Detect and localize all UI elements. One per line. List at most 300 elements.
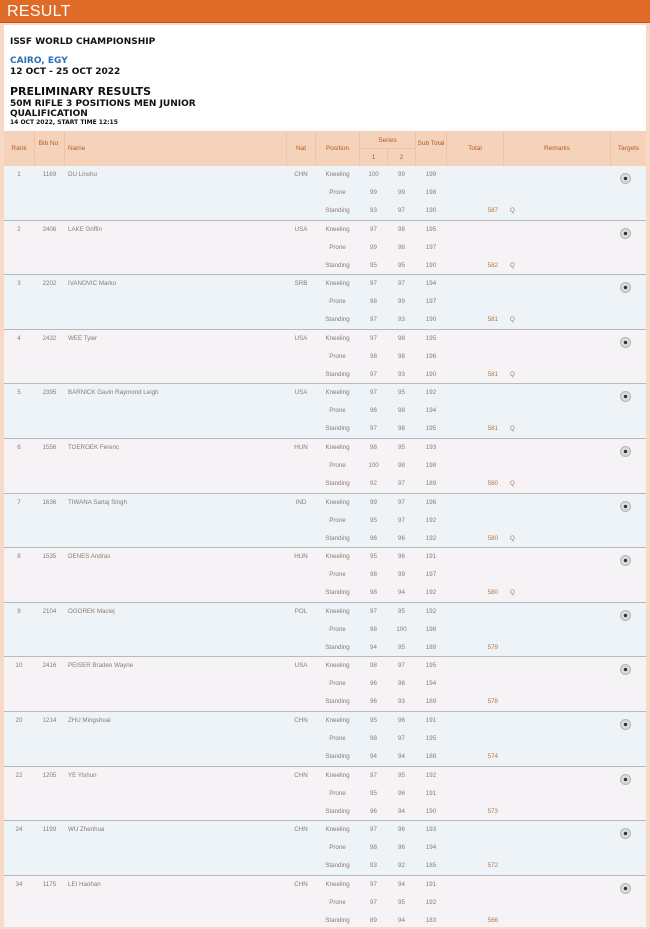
series-1-cell: 97	[370, 826, 377, 834]
series-2-cell: 96	[398, 716, 405, 724]
position-cell: Prone	[329, 516, 346, 524]
series-2-cell: 98	[398, 225, 405, 233]
subtotal-cell: 195	[425, 662, 437, 670]
position-cell: Kneeling	[325, 171, 350, 178]
table-row	[4, 821, 646, 876]
remark-cell: Q	[510, 316, 515, 324]
position-cell: Standing	[325, 862, 350, 870]
athlete-name: LEI Haohan	[68, 880, 101, 888]
series-2-cell: 96	[398, 553, 405, 561]
target-view-icon[interactable]	[620, 501, 631, 512]
series-2-cell: 97	[398, 207, 405, 214]
rank-cell: 3	[17, 280, 21, 288]
series-2-cell: 93	[398, 316, 405, 324]
bib-cell: 1214	[42, 716, 57, 724]
series-1-cell: 98	[370, 662, 377, 670]
subtotal-cell: 195	[425, 425, 437, 433]
nat-cell: CHN	[294, 880, 308, 888]
rank-cell: 4	[17, 334, 21, 342]
series-2-cell: 99	[398, 298, 405, 306]
position-cell: Prone	[329, 407, 346, 415]
series-1-cell: 97	[370, 389, 377, 397]
position-cell: Kneeling	[325, 225, 350, 233]
series-2-cell: 100	[396, 625, 407, 633]
rank-cell: 10	[15, 662, 23, 670]
table-row	[4, 767, 646, 822]
remark-cell: Q	[510, 534, 515, 542]
position-cell: Kneeling	[325, 716, 350, 724]
series-2-cell: 93	[398, 698, 405, 706]
target-view-icon[interactable]	[620, 664, 631, 675]
subtotal-cell: 192	[425, 516, 437, 524]
bib-cell: 1535	[42, 553, 57, 561]
bib-cell: 2104	[42, 607, 57, 615]
series-2-cell: 94	[398, 916, 405, 924]
subtotal-cell: 190	[425, 370, 437, 378]
series-2-cell: 98	[398, 461, 405, 469]
series-1-cell: 98	[370, 571, 377, 579]
nat-cell: CHN	[294, 716, 308, 724]
series-1-cell: 97	[370, 425, 377, 433]
series-1-cell: 98	[370, 589, 377, 597]
series-1-cell: 99	[370, 498, 377, 506]
subtotal-cell: 192	[425, 589, 437, 597]
table-row	[4, 712, 646, 767]
total-cell: 582	[487, 261, 498, 269]
series-1-cell: 95	[370, 553, 377, 561]
series-2-cell: 95	[398, 643, 405, 651]
total-cell: 566	[487, 916, 498, 924]
subtotal-cell: 185	[425, 862, 437, 870]
position-cell: Kneeling	[325, 443, 350, 451]
nat-cell: SRB	[294, 280, 308, 288]
position-cell: Kneeling	[325, 280, 350, 288]
position-cell: Kneeling	[325, 553, 350, 561]
subtotal-cell: 197	[425, 243, 437, 251]
remark-cell: Q	[510, 261, 515, 269]
subtotal-cell: 192	[425, 607, 437, 615]
target-view-icon[interactable]	[620, 883, 631, 894]
subtotal-cell: 191	[425, 789, 437, 797]
series-1-cell: 89	[370, 916, 377, 924]
position-cell: Standing	[325, 479, 350, 487]
series-1-cell: 95	[370, 261, 377, 269]
nat-cell: CHN	[294, 826, 308, 834]
rank-cell: 6	[17, 443, 21, 451]
subtotal-cell: 198	[425, 461, 437, 469]
total-cell: 580	[487, 589, 498, 597]
bib-cell: 2406	[42, 225, 57, 233]
series-2-cell: 96	[398, 844, 405, 852]
nat-cell: CHN	[294, 771, 308, 779]
col-series-1-header: 1	[371, 154, 376, 161]
series-2-cell: 97	[398, 662, 405, 670]
bib-cell: 2416	[42, 662, 57, 670]
subtotal-cell: 192	[425, 898, 437, 906]
event-stage: QUALIFICATION	[10, 109, 88, 119]
series-1-cell: 97	[370, 880, 377, 888]
target-view-icon[interactable]	[620, 719, 631, 730]
series-1-cell: 100	[368, 171, 379, 178]
total-cell: 573	[487, 807, 498, 815]
position-cell: Prone	[329, 243, 346, 251]
position-cell: Kneeling	[325, 334, 350, 342]
bib-cell: 1556	[42, 443, 57, 451]
position-cell: Prone	[329, 189, 346, 196]
bib-cell: 1199	[42, 826, 57, 834]
series-1-cell: 96	[370, 680, 377, 688]
subtotal-cell: 190	[425, 207, 437, 214]
series-2-cell: 97	[398, 734, 405, 742]
series-1-cell: 98	[370, 443, 377, 451]
nat-cell: USA	[294, 334, 308, 342]
position-cell: Prone	[329, 571, 346, 579]
subtotal-cell: 197	[425, 298, 437, 306]
remark-cell: Q	[510, 589, 515, 597]
athlete-name: ZHU Mingshuai	[68, 716, 111, 724]
series-2-cell: 94	[398, 589, 405, 597]
championship-title: ISSF WORLD CHAMPIONSHIP	[10, 37, 156, 47]
series-2-cell: 98	[398, 243, 405, 251]
nat-cell: USA	[294, 662, 308, 670]
target-view-icon[interactable]	[620, 828, 631, 839]
col-bib-header: Bib No	[38, 140, 59, 147]
total-cell: 578	[487, 698, 498, 706]
subtotal-cell: 198	[425, 625, 437, 633]
series-2-cell: 96	[398, 534, 405, 542]
position-cell: Standing	[325, 261, 350, 269]
position-cell: Kneeling	[325, 498, 350, 506]
subtotal-cell: 192	[425, 389, 437, 397]
subtotal-cell: 183	[425, 916, 437, 924]
series-2-cell: 96	[398, 789, 405, 797]
series-2-cell: 93	[398, 370, 405, 378]
position-cell: Prone	[329, 844, 346, 852]
bib-cell: 2395	[42, 389, 57, 397]
subtotal-cell: 189	[425, 698, 437, 706]
athlete-name: DENES Andras	[68, 553, 111, 561]
position-cell: Prone	[329, 298, 346, 306]
series-1-cell: 92	[370, 479, 377, 487]
athlete-name: WEE Tyler	[68, 334, 98, 342]
banner-title: RESULT	[7, 3, 71, 20]
rank-cell: 8	[17, 553, 21, 561]
subtotal-cell: 195	[425, 225, 437, 233]
series-1-cell: 97	[370, 316, 377, 324]
series-2-cell: 95	[398, 443, 405, 451]
bib-cell: 1169	[42, 171, 57, 178]
series-1-cell: 96	[370, 534, 377, 542]
series-2-cell: 99	[398, 571, 405, 579]
subtotal-cell: 192	[425, 771, 437, 779]
col-nat-header: Nat	[295, 145, 307, 152]
athlete-name: BARNICK Gavin Raymond Leigh	[68, 389, 159, 397]
series-2-cell: 94	[398, 880, 405, 888]
subtotal-cell: 192	[425, 534, 437, 542]
series-2-cell: 95	[398, 771, 405, 779]
rank-cell: 7	[17, 498, 21, 506]
position-cell: Standing	[325, 425, 350, 433]
position-cell: Prone	[329, 461, 346, 469]
series-1-cell: 97	[370, 370, 377, 378]
table-row	[4, 439, 646, 494]
col-position-header: Position	[325, 145, 350, 152]
series-2-cell: 95	[398, 898, 405, 906]
series-1-cell: 97	[370, 334, 377, 342]
total-cell: 572	[487, 862, 498, 870]
subtotal-cell: 193	[425, 443, 437, 451]
series-2-cell: 97	[398, 516, 405, 524]
rank-cell: 5	[17, 389, 21, 397]
position-cell: Prone	[329, 352, 346, 360]
col-rank-header: Rank	[11, 145, 27, 152]
position-cell: Kneeling	[325, 771, 350, 779]
target-view-icon[interactable]	[620, 282, 631, 293]
series-1-cell: 97	[370, 280, 377, 288]
position-cell: Standing	[325, 370, 350, 378]
total-cell: 580	[487, 534, 498, 542]
table-row	[4, 657, 646, 712]
athlete-name: WU Zhenhua	[68, 826, 105, 834]
series-1-cell: 96	[370, 407, 377, 415]
col-targets-header: Targets	[617, 145, 640, 152]
series-1-cell: 98	[370, 625, 377, 633]
series-1-cell: 97	[370, 225, 377, 233]
rank-cell: 2	[17, 225, 21, 233]
athlete-name: DU Linshu	[68, 171, 97, 178]
series-1-cell: 97	[370, 607, 377, 615]
position-cell: Standing	[325, 807, 350, 815]
rank-cell: 34	[15, 880, 23, 888]
rank-cell: 9	[17, 607, 21, 615]
target-view-icon[interactable]	[620, 555, 631, 566]
target-view-icon[interactable]	[620, 337, 631, 348]
table-row	[4, 330, 646, 385]
total-cell: 587	[487, 207, 498, 214]
athlete-name: TIWANA Sartaj Singh	[68, 498, 127, 506]
start-time: 14 OCT 2022, START TIME 12:15	[10, 119, 118, 126]
nat-cell: HUN	[294, 443, 308, 451]
subtotal-cell: 198	[425, 189, 437, 196]
subtotal-cell: 189	[425, 643, 437, 651]
athlete-name: LAKE Griffin	[68, 225, 102, 233]
nat-cell: POL	[294, 607, 308, 615]
series-2-cell: 98	[398, 334, 405, 342]
total-cell: 581	[487, 370, 498, 378]
athlete-name: IVANOVIC Marko	[68, 280, 117, 288]
series-1-cell: 94	[370, 643, 377, 651]
result-sheet	[4, 25, 646, 927]
event-name: 50M RIFLE 3 POSITIONS MEN JUNIOR	[10, 99, 196, 109]
position-cell: Standing	[325, 698, 350, 706]
total-cell: 580	[487, 479, 498, 487]
position-cell: Standing	[325, 207, 350, 214]
result-frame	[0, 23, 650, 929]
subtotal-cell: 191	[425, 716, 437, 724]
table-row	[4, 603, 646, 658]
total-cell: 581	[487, 425, 498, 433]
series-1-cell: 96	[370, 698, 377, 706]
athlete-name: YE Yishun	[68, 771, 97, 779]
position-cell: Kneeling	[325, 607, 350, 615]
series-1-cell: 98	[370, 734, 377, 742]
nat-cell: IND	[295, 498, 307, 506]
rank-cell: 22	[15, 771, 23, 779]
series-2-cell: 98	[398, 407, 405, 415]
series-2-cell: 98	[398, 425, 405, 433]
target-view-icon[interactable]	[620, 228, 631, 239]
subtotal-cell: 196	[425, 352, 437, 360]
series-2-cell: 97	[398, 479, 405, 487]
athlete-name: PEISER Braden Wayne	[68, 662, 134, 670]
remark-cell: Q	[510, 370, 515, 378]
target-view-icon[interactable]	[620, 173, 631, 184]
position-cell: Kneeling	[325, 826, 350, 834]
nat-cell: USA	[294, 389, 308, 397]
position-cell: Prone	[329, 625, 346, 633]
remark-cell: Q	[510, 425, 515, 433]
rank-cell: 20	[15, 716, 23, 724]
subtotal-cell: 196	[425, 498, 437, 506]
result-banner	[0, 0, 650, 23]
series-1-cell: 93	[370, 207, 377, 214]
series-2-cell: 97	[398, 280, 405, 288]
col-series-2-header: 2	[399, 154, 404, 161]
position-cell: Standing	[325, 589, 350, 597]
subtotal-cell: 191	[425, 880, 437, 888]
series-1-cell: 98	[370, 352, 377, 360]
bib-cell: 2432	[42, 334, 57, 342]
bib-cell: 2202	[42, 280, 57, 288]
rank-cell: 1	[17, 171, 21, 178]
position-cell: Prone	[329, 898, 346, 906]
series-2-cell: 95	[398, 261, 405, 269]
series-1-cell: 99	[370, 243, 377, 251]
subtotal-cell: 188	[425, 752, 437, 760]
total-cell: 581	[487, 316, 498, 324]
target-view-icon[interactable]	[620, 391, 631, 402]
subtotal-cell: 194	[425, 407, 437, 415]
athlete-name: TOEROEK Ferenc	[68, 443, 120, 451]
subtotal-cell: 190	[425, 261, 437, 269]
target-view-icon[interactable]	[620, 774, 631, 785]
col-total-header: Total	[468, 145, 482, 152]
position-cell: Prone	[329, 734, 346, 742]
series-1-cell: 93	[370, 862, 377, 870]
series-2-cell: 99	[398, 171, 405, 178]
subtotal-cell: 194	[425, 680, 437, 688]
target-view-icon[interactable]	[620, 610, 631, 621]
remark-cell: Q	[510, 479, 515, 487]
series-1-cell: 97	[370, 898, 377, 906]
position-cell: Kneeling	[325, 880, 350, 888]
series-1-cell: 95	[370, 716, 377, 724]
rank-cell: 24	[15, 826, 23, 834]
table-row	[4, 166, 646, 221]
col-series-header: Series	[378, 137, 397, 144]
subtotal-cell: 194	[425, 280, 437, 288]
series-2-cell: 98	[398, 352, 405, 360]
total-cell: 574	[487, 752, 498, 760]
series-1-cell: 95	[370, 516, 377, 524]
table-header	[4, 131, 646, 166]
series-1-cell: 100	[368, 461, 379, 469]
table-row	[4, 876, 646, 927]
subtotal-cell: 195	[425, 734, 437, 742]
subtotal-cell: 193	[425, 826, 437, 834]
position-cell: Standing	[325, 643, 350, 651]
series-1-cell: 97	[370, 771, 377, 779]
series-2-cell: 98	[398, 680, 405, 688]
table-row	[4, 494, 646, 549]
table-row	[4, 221, 646, 276]
position-cell: Standing	[325, 534, 350, 542]
table-row	[4, 548, 646, 603]
series-1-cell: 94	[370, 752, 377, 760]
bib-cell: 1636	[42, 498, 57, 506]
subtotal-cell: 190	[425, 807, 437, 815]
position-cell: Kneeling	[325, 389, 350, 397]
position-cell: Standing	[325, 316, 350, 324]
nat-cell: HUN	[294, 553, 308, 561]
subtotal-cell: 199	[425, 171, 437, 178]
nat-cell: USA	[294, 225, 308, 233]
bib-cell: 1175	[42, 880, 57, 888]
report-title: PRELIMINARY RESULTS	[10, 85, 152, 98]
position-cell: Kneeling	[325, 662, 350, 670]
series-2-cell: 99	[398, 189, 405, 196]
event-location: CAIRO, EGY	[10, 56, 68, 66]
subtotal-cell: 194	[425, 844, 437, 852]
table-body	[4, 166, 646, 927]
bib-cell: 1205	[42, 771, 57, 779]
series-1-cell: 96	[370, 807, 377, 815]
series-1-cell: 98	[370, 298, 377, 306]
series-2-cell: 94	[398, 807, 405, 815]
position-cell: Prone	[329, 789, 346, 797]
series-1-cell: 95	[370, 789, 377, 797]
series-2-cell: 97	[398, 498, 405, 506]
target-view-icon[interactable]	[620, 446, 631, 457]
col-subtotal-header: Sub Total	[417, 140, 445, 147]
subtotal-cell: 195	[425, 334, 437, 342]
subtotal-cell: 189	[425, 479, 437, 487]
series-2-cell: 94	[398, 752, 405, 760]
position-cell: Standing	[325, 916, 350, 924]
col-name-header: Name	[68, 145, 86, 152]
series-2-cell: 92	[398, 862, 405, 870]
subtotal-cell: 197	[425, 571, 437, 579]
series-2-cell: 96	[398, 826, 405, 834]
nat-cell: CHN	[294, 171, 308, 178]
position-cell: Prone	[329, 680, 346, 688]
remark-cell: Q	[510, 207, 515, 214]
subtotal-cell: 191	[425, 553, 437, 561]
series-2-cell: 95	[398, 389, 405, 397]
event-dates: 12 OCT - 25 OCT 2022	[10, 67, 121, 77]
series-2-cell: 95	[398, 607, 405, 615]
col-remarks-header: Remarks	[543, 145, 570, 152]
table-row	[4, 275, 646, 330]
series-1-cell: 98	[370, 844, 377, 852]
total-cell: 579	[487, 643, 498, 651]
position-cell: Standing	[325, 752, 350, 760]
subtotal-cell: 190	[425, 316, 437, 324]
table-row	[4, 384, 646, 439]
athlete-name: OGOREK Maciej	[68, 607, 115, 615]
results-table	[4, 131, 646, 927]
series-1-cell: 99	[370, 189, 377, 196]
